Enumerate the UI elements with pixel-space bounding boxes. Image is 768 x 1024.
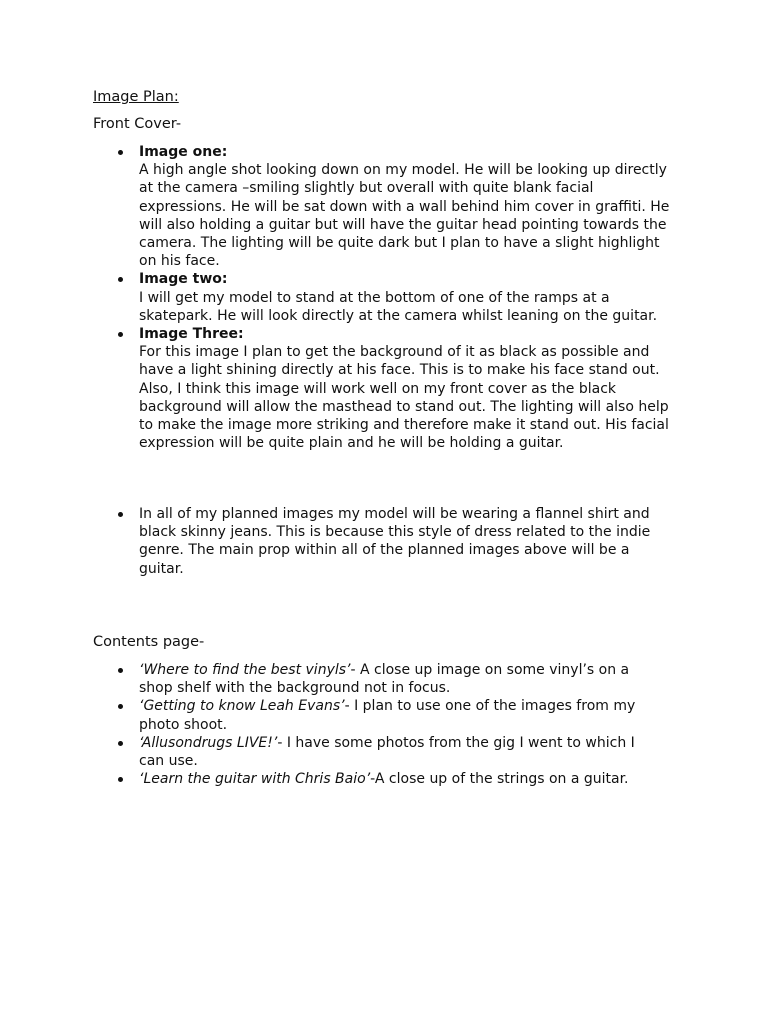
article-description: -A close up of the strings on a guitar. [370,771,629,788]
front-cover-list [118,143,678,452]
list-item [118,505,678,578]
list-item [118,661,658,697]
article-description: - A close up image on some vinyl’s on a shop shelf with the background not in focus. [139,662,630,697]
article-title: ‘Where to find the best vinyls’ [139,662,351,678]
list-item [118,734,658,770]
front-cover-heading: Front Cover- [93,116,182,132]
article-title: ‘Getting to know Leah Evans’ [139,698,345,715]
item-title: Image two: [139,271,228,288]
item-body: I will get my model to stand at the bottom of one of the ramps at a skatepark. He will look directly at the camera whilst leaning on the guitar. [139,289,658,324]
list-item [118,770,658,788]
item-body: For this image I plan to get the background of it as black as possible and have a light shining directly at his face. This is to make his face stand out. Also, I think this image will work well on my front cover as the black background will allow the masthead to stand out. The lighting will also help to make the image more striking and therefore make it stand out. His facial expression will be quite plain and he will be holding a guitar. [139,344,669,452]
list-item [118,270,678,325]
list-item [118,325,678,452]
contents-page-heading: Contents page- [93,634,205,650]
styling-note: In all of my planned images my model will be wearing a flannel shirt and black skinny jeans. This is because this style of dress related to the indie genre. The main prop within all of the planned images above will be a guitar. [139,506,651,577]
item-title: Image one: [139,144,228,160]
contents-page-list [118,661,658,788]
item-title: Image Three: [139,326,244,343]
article-description: - I plan to use one of the images from my photo shoot. [139,698,636,733]
item-body: A high angle shot looking down on my model. He will be looking up directly at the camera –smiling slightly but overall with quite blank facial expressions. He will be sat down with a wall behind him cover in graffiti. He will also holding a guitar but will have the guitar head pointing towards the camera. The lighting will be quite dark but I plan to have a slight highlight on his face. [139,162,670,270]
document-title: Image Plan: [93,89,179,105]
list-item [118,697,658,733]
list-item [118,143,678,270]
styling-note-list [118,505,678,578]
article-title: ‘Learn the guitar with Chris Baio’ [139,771,371,788]
article-title: ‘Allusondrugs LIVE!’ [139,734,278,751]
article-description: - I have some photos from the gig I went to which I can use. [139,734,635,770]
